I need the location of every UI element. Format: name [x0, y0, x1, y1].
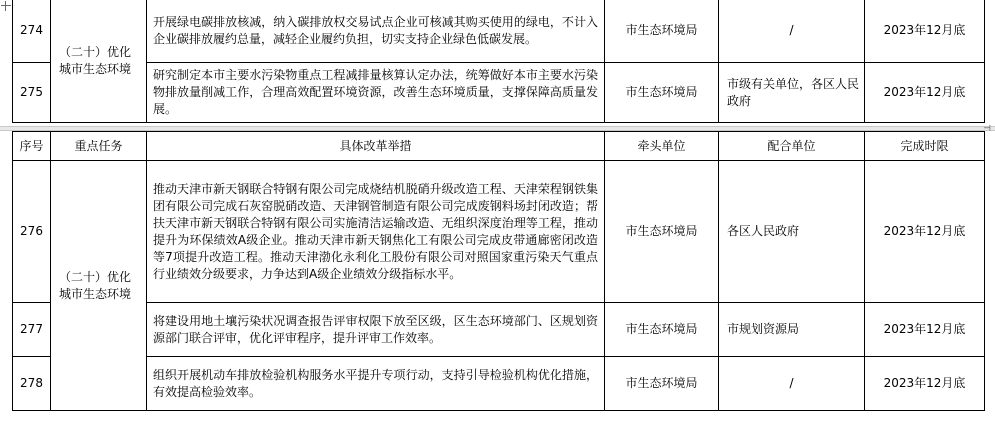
table-row — [13, 63, 985, 123]
row-number: 274 — [13, 0, 51, 63]
row-number: 276 — [13, 161, 51, 303]
row-number: 277 — [13, 303, 51, 357]
key-task-cell: （二十）优化城市生态环境 — [51, 0, 147, 123]
key-task-cell: （二十）优化城市生态环境 — [51, 161, 147, 411]
table-row — [13, 357, 985, 411]
lead-unit-cell: 市生态环境局 — [605, 0, 719, 63]
partner-unit-cell: 各区人民政府 — [719, 161, 865, 303]
lead-unit-cell: 市生态环境局 — [605, 357, 719, 411]
top-reform-table — [12, 0, 985, 123]
header-task: 重点任务 — [51, 132, 147, 161]
header-measure: 具体改革举措 — [147, 132, 605, 161]
bottom-reform-table — [12, 131, 985, 411]
lead-unit-cell: 市生态环境局 — [605, 63, 719, 123]
partner-unit-cell: 市级有关单位，各区人民政府 — [719, 63, 865, 123]
reform-measure-cell: 组织开展机动车排放检验机构服务水平提升专项行动，支持引导检验机构优化措施，有效提高检验效率。 — [147, 357, 605, 411]
table-row — [13, 0, 985, 63]
reform-measure-cell: 开展绿电碳排放核减，纳入碳排放权交易试点企业可核减其购买使用的绿电，不计入企业碳排放履约总量，减轻企业履约负担，切实支持企业绿色低碳发展。 — [147, 0, 605, 63]
row-number: 275 — [13, 63, 51, 123]
partner-unit-cell: / — [719, 357, 865, 411]
header-no: 序号 — [13, 132, 51, 161]
table-header-row — [13, 132, 985, 161]
header-partner: 配合单位 — [719, 132, 865, 161]
reform-measure-cell: 研究制定本市主要水污染物重点工程减排量核算认定办法，统筹做好本市主要水污染物排放量削减工作，合理高效配置环境资源，改善生态环境质量，支撑保障高质量发展。 — [147, 63, 605, 123]
page-scroll-marker-icon: ⊣ — [983, 124, 991, 134]
lead-unit-cell: 市生态环境局 — [605, 161, 719, 303]
reform-measure-cell: 推动天津市新天钢联合特钢有限公司完成烧结机脱硝升级改造工程、天津荣程钢铁集团有限公司完成石灰窑脱硝改造、天津钢管制造有限公司完成废钢料场封闭改造；帮扶天津市新天钢联合特钢有限公司实施清洁运输改造、无组织深度治理等工程，推动提升为环保绩效A级企业。推动天津市新天钢焦化工有限公司完成皮带通廊密闭改造等7项提升改造工程。推动天津渤化永利化工股份有限公司对照国家重污染天气重点行业绩效分级要求，力争达到A级企业绩效分级指标水平。 — [147, 161, 605, 303]
corner-crop-mark-icon — [1, 1, 11, 11]
deadline-cell: 2023年12月底 — [865, 161, 985, 303]
row-number: 278 — [13, 357, 51, 411]
deadline-cell: 2023年12月底 — [865, 63, 985, 123]
deadline-cell: 2023年12月底 — [865, 303, 985, 357]
reform-measure-cell: 将建设用地土壤污染状况调查报告评审权限下放至区级，区生态环境部门、区规划资源部门联合评审，优化评审程序，提升评审工作效率。 — [147, 303, 605, 357]
deadline-cell: 2023年12月底 — [865, 0, 985, 63]
deadline-cell: 2023年12月底 — [865, 357, 985, 411]
partner-unit-cell: 市规划资源局 — [719, 303, 865, 357]
lead-unit-cell: 市生态环境局 — [605, 303, 719, 357]
partner-unit-cell: / — [719, 0, 865, 63]
table-row — [13, 161, 985, 303]
table-row — [13, 303, 985, 357]
header-deadline: 完成时限 — [865, 132, 985, 161]
header-lead: 牵头单位 — [605, 132, 719, 161]
